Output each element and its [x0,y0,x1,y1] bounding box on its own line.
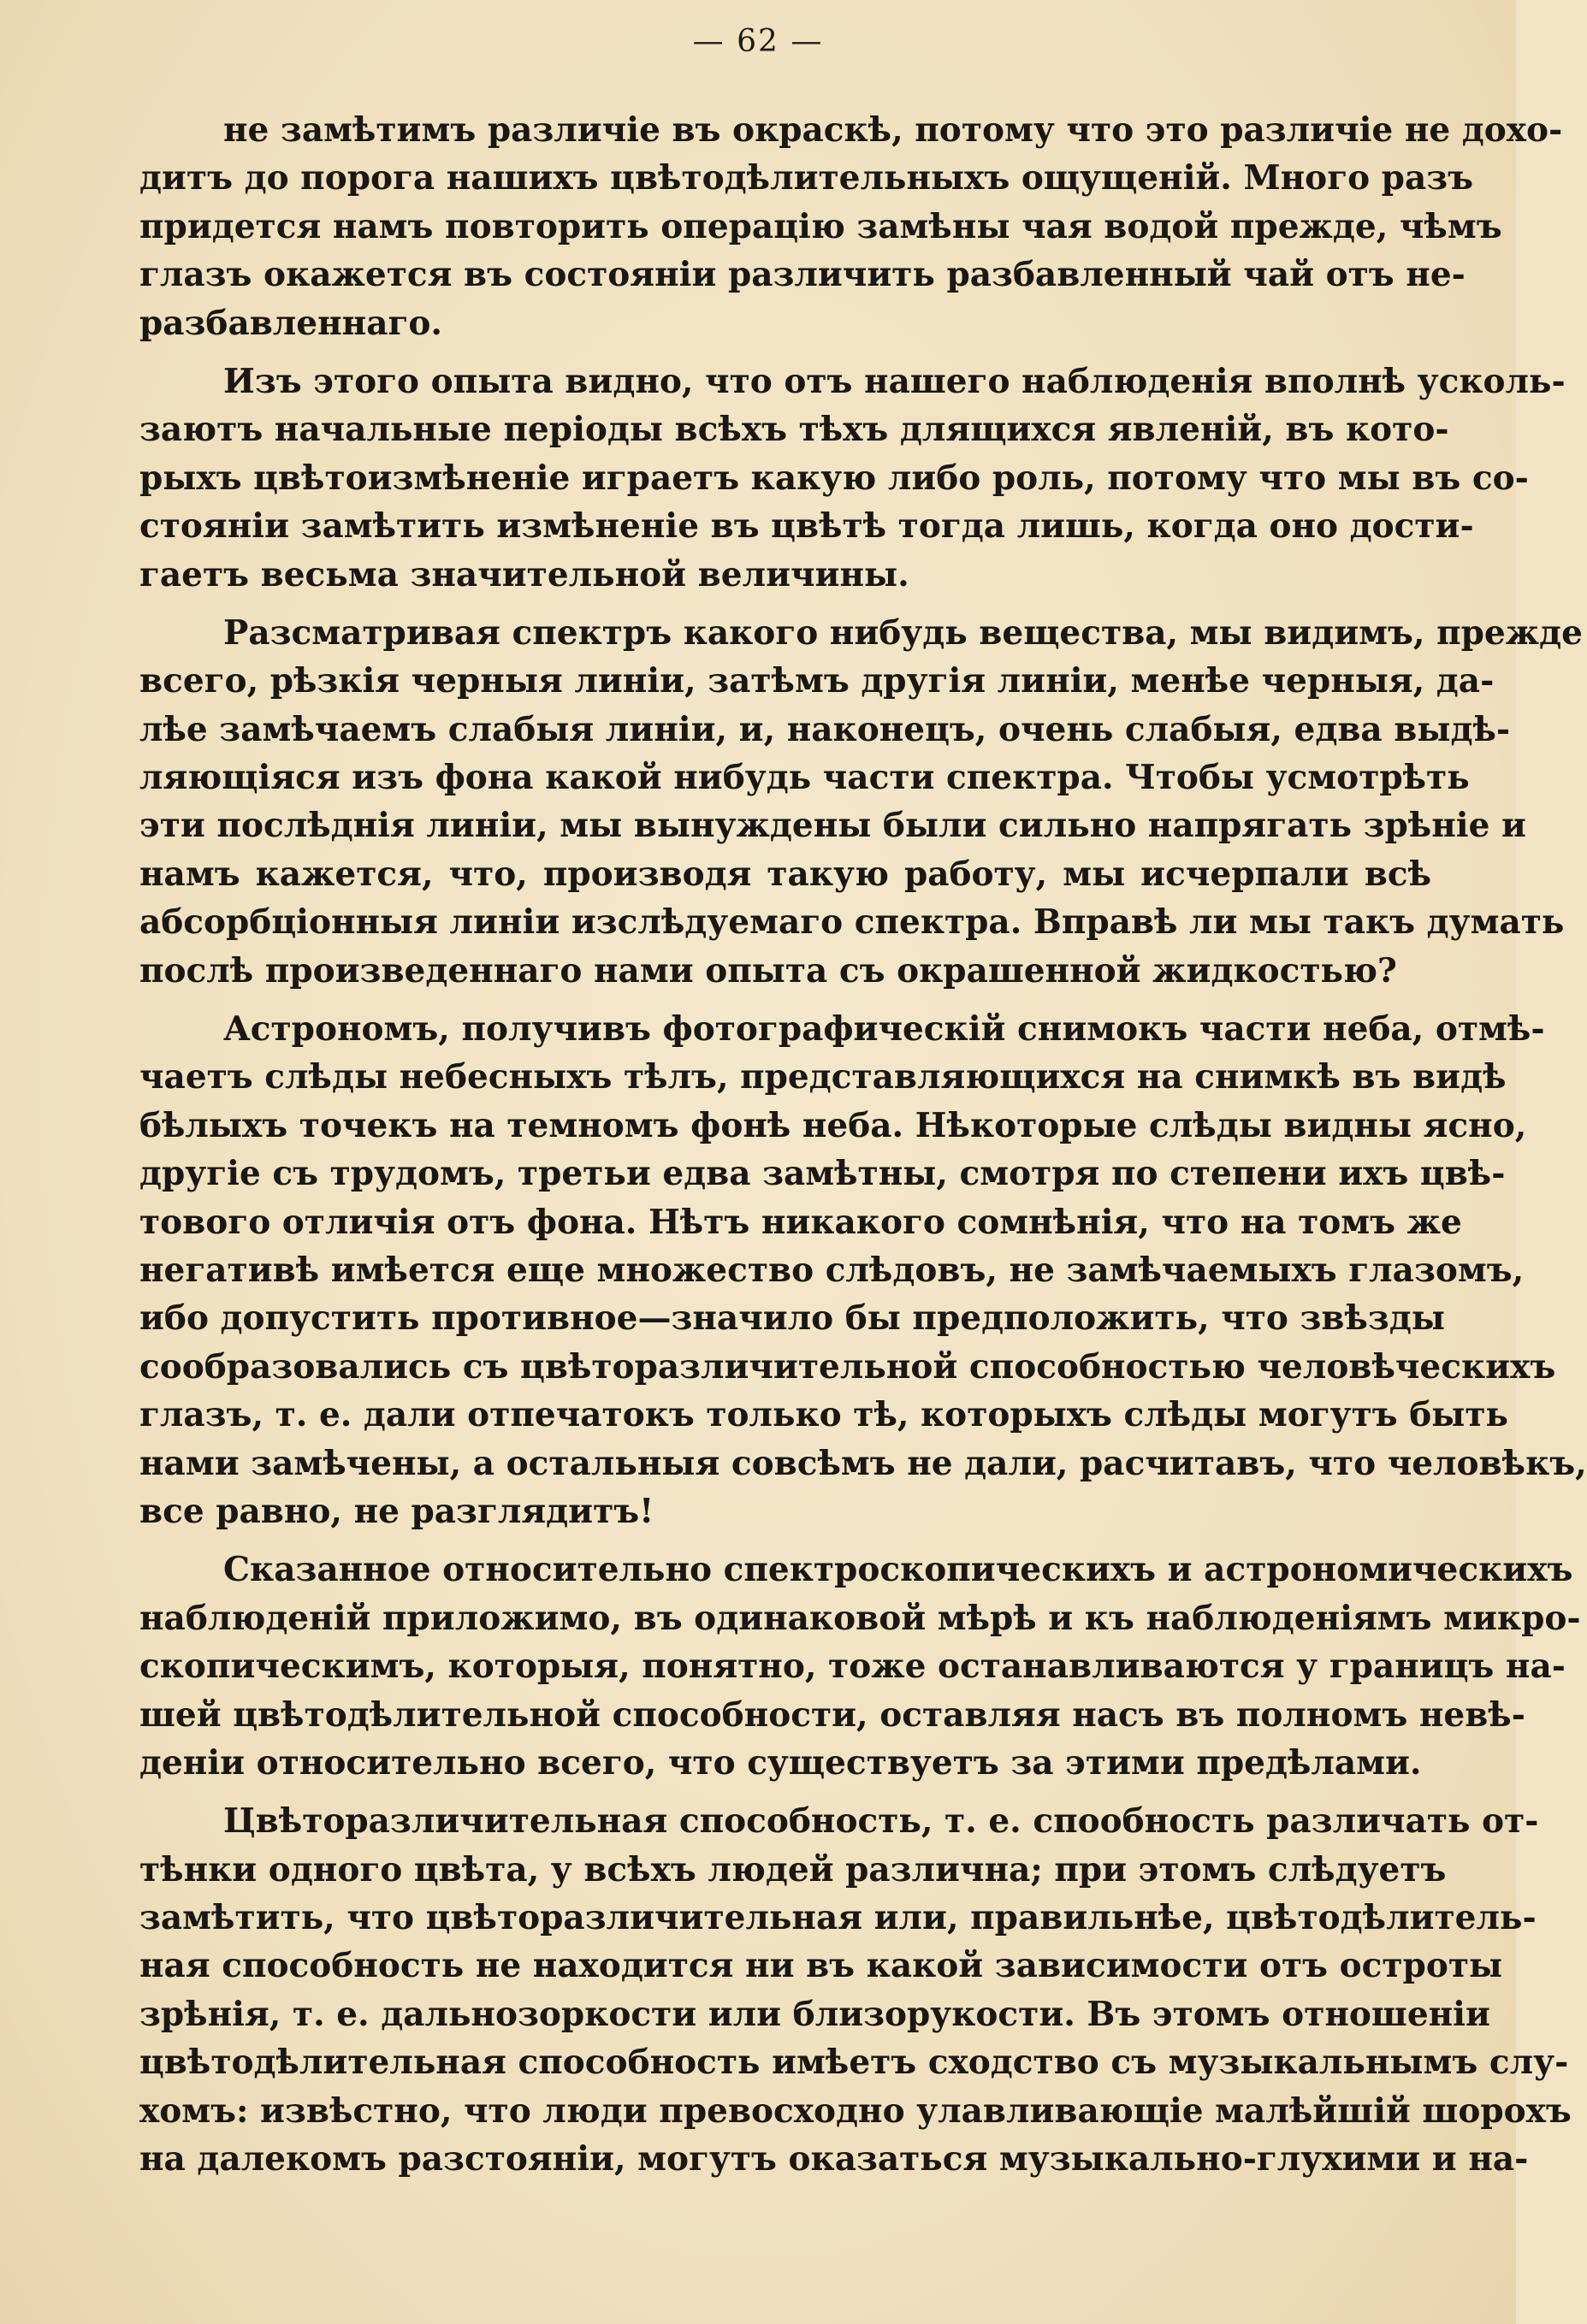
text-line: скопическимъ, которыя, понятно, тоже останавливаются у границъ на- [139,1647,1566,1687]
text-line: негативѣ имѣется еще множество слѣдовъ, не замѣчаемыхъ глазомъ, [139,1250,1525,1290]
text-line: тового отличія отъ фона. Нѣтъ никакого сомнѣнія, что на томъ же [139,1202,1462,1242]
paragraph [139,1546,1581,1787]
text-line: абсорбціонныя линіи изслѣдуемаго спектра. Вправѣ ли мы такъ думать [139,902,1565,943]
text-line: Астрономъ, получивъ фотографическій снимокъ части неба, отмѣ- [223,1009,1545,1050]
text-line: хомъ: извѣстно, что люди превосходно улавливающіе малѣйшій шорохъ [139,2090,1572,2131]
text-line: послѣ произведеннаго нами опыта съ окрашенной жидкостью? [139,950,1397,991]
text-line: стояніи замѣтить измѣненіе въ цвѣтѣ тогда лишь, когда оно дости- [139,506,1474,547]
text-line: зрѣнія, т. е. дальнозоркости или близорукости. Въ этомъ отношеніи [139,1994,1490,2034]
text-line: шей цвѣтодѣлительной способности, оставляя насъ въ полномъ невѣ- [139,1694,1525,1735]
text-line: дитъ до порога нашихъ цвѣтодѣлительныхъ ощущеній. Много разъ [139,158,1474,198]
text-line: рыхъ цвѣтоизмѣненіе играетъ какую либо роль, потому что мы въ со- [139,458,1529,498]
text-line: замѣтить, что цвѣторазличительная или, правильнѣе, цвѣтодѣлитель- [139,1898,1537,1938]
text-line: Разсматривая спектръ какого нибудь вещества, мы видимъ, прежде [223,612,1583,653]
text-line: разбавленнаго. [139,303,442,343]
text-line: цвѣтодѣлительная способность имѣетъ сходство съ музыкальнымъ слу- [139,2043,1569,2083]
text-line: деніи относительно всего, что существуетъ за этими предѣлами. [139,1742,1422,1783]
text-line: всего, рѣзкія черныя линіи, затѣмъ другія линіи, менѣе черныя, да- [139,661,1495,701]
text-line: Цвѣторазличительная способность, т. е. спообность различать от- [223,1801,1539,1842]
text-line: сообразовались съ цвѣторазличительной способностью человѣческихъ [139,1346,1556,1387]
paragraph [139,358,1566,599]
paragraph [139,1797,1572,2183]
text-line: на далекомъ разстояніи, могутъ оказаться музыкально-глухими и на- [139,2139,1529,2179]
text-line: намъ кажется, что, производя такую работу, мы исчерпали всѣ [139,854,1431,894]
text-line: нами замѣчены, а остальныя совсѣмъ не дали, расчитавъ, что человѣкъ, [139,1443,1587,1483]
text-line: ляющіяся изъ фона какой нибудь части спектра. Чтобы усмотрѣть [139,758,1470,798]
page-body [139,106,1587,2193]
paragraph [139,106,1563,347]
text-line: Сказанное относительно спектроскопическихъ и астрономическихъ [223,1550,1573,1590]
text-line: наблюденій приложимо, въ одинаковой мѣрѣ и къ наблюденіямъ микро- [139,1598,1581,1638]
text-line: эти послѣднія линіи, мы вынуждены были сильно напрягать зрѣніе и [139,806,1526,846]
text-line: все равно, не разглядитъ! [139,1491,654,1531]
text-line: гаетъ весьма значительной величины. [139,554,909,594]
text-line: глазъ, т. е. дали отпечатокъ только тѣ, которыхъ слѣды могутъ быть [139,1395,1508,1435]
text-line: бѣлыхъ точекъ на темномъ фонѣ неба. Нѣкоторые слѣды видны ясно, [139,1105,1527,1145]
text-line: тѣнки одного цвѣта, у всѣхъ людей различна; при этомъ слѣдуетъ [139,1849,1447,1889]
text-line: не замѣтимъ различіе въ окраскѣ, потому что это различіе не дохо- [223,110,1563,150]
text-line: ибо допустить противное—значило бы предположить, что звѣзды [139,1298,1445,1339]
text-line: Изъ этого опыта видно, что отъ нашего наблюденія вполнѣ усколь- [223,361,1566,401]
page-number: — 62 — [692,24,824,59]
text-line: ная способность не находится ни въ какой зависимости отъ остроты [139,1946,1503,1986]
text-line: глазъ окажется въ состояніи различить разбавленный чай отъ не- [139,255,1466,295]
paragraph [139,609,1583,995]
paragraph [139,1005,1587,1535]
text-line: заютъ начальные періоды всѣхъ тѣхъ длящихся явленій, въ кото- [139,410,1449,450]
text-line: лѣе замѣчаемъ слабыя линіи, и, наконецъ, очень слабыя, едва выдѣ- [139,709,1511,749]
text-line: другіе съ трудомъ, третьи едва замѣтны, смотря по степени ихъ цвѣ- [139,1154,1506,1194]
text-line: придется намъ повторить операцію замѣны чая водой прежде, чѣмъ [139,206,1502,246]
text-line: чаетъ слѣды небесныхъ тѣлъ, представляющихся на снимкѣ въ видѣ [139,1057,1507,1097]
